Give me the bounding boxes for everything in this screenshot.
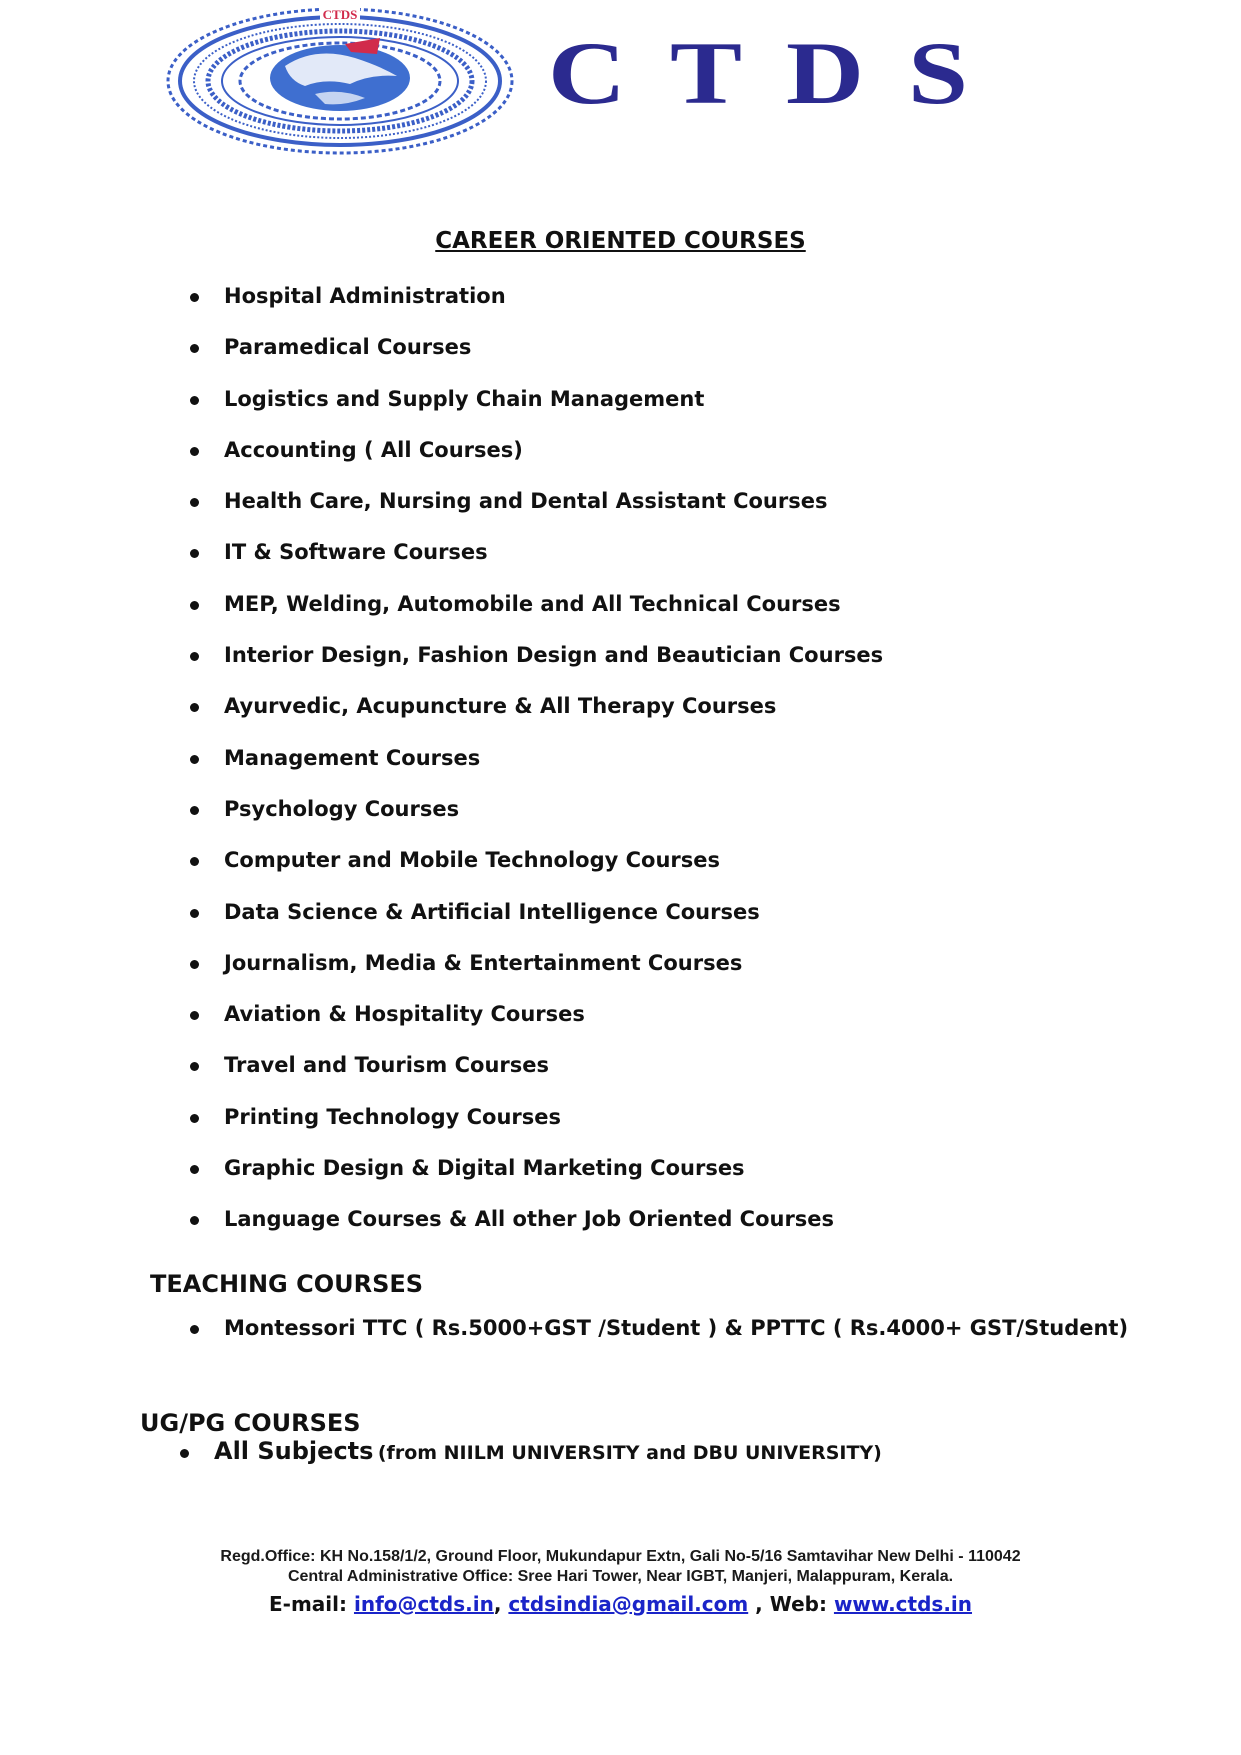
bullet-icon [190, 909, 199, 918]
list-item [0, 1103, 1241, 1154]
list-item [0, 795, 1241, 846]
central-office-address: Central Administrative Office: Sree Hari Tower, Near IGBT, Manjeri, Malappuram, Kerala. [287, 1568, 954, 1585]
teaching-course-list [0, 1314, 1241, 1342]
bullet-icon [190, 344, 199, 353]
list-item [0, 641, 1241, 692]
website-link[interactable]: www.ctds.in [833, 1592, 973, 1616]
separator: , [755, 1592, 770, 1616]
list-item [0, 436, 1241, 487]
bullet-icon [190, 1325, 199, 1334]
list-item [0, 333, 1241, 384]
course-label: Journalism, Media & Entertainment Courses [224, 950, 743, 975]
course-label: Aviation & Hospitality Courses [224, 1002, 585, 1027]
list-item [0, 385, 1241, 436]
ug-pg-course-list [0, 1434, 1241, 1470]
bullet-icon [190, 498, 199, 507]
ctds-seal-logo [165, 6, 515, 156]
list-item [0, 692, 1241, 743]
course-label: Accounting ( All Courses) [224, 437, 523, 462]
list-item [0, 538, 1241, 589]
bullet-icon [190, 293, 199, 302]
email-link-info[interactable]: info@ctds.in [353, 1592, 494, 1616]
list-item [0, 898, 1241, 949]
footer [0, 1547, 1241, 1617]
course-label: Printing Technology Courses [224, 1104, 562, 1129]
bullet-icon [190, 857, 199, 866]
web-label: Web: [769, 1592, 827, 1616]
list-item [0, 282, 1241, 333]
bullet-icon [190, 703, 199, 712]
course-label: Paramedical Courses [224, 335, 472, 360]
ug-pg-courses-heading: UG/PG COURSES [140, 1409, 361, 1437]
list-item [0, 1051, 1241, 1102]
list-item [0, 1434, 1241, 1470]
ctds-wordmark: CTDS [548, 25, 1013, 123]
seal-top-text: CTDS [322, 7, 358, 22]
bullet-icon [190, 447, 199, 456]
bullet-icon [190, 549, 199, 558]
bullet-icon [190, 396, 199, 405]
course-label: Data Science & Artificial Intelligence Courses [224, 899, 760, 924]
ug-pg-universities: (from NIILM UNIVERSITY and DBU UNIVERSITY) [377, 1442, 882, 1464]
email-label: E-mail: [268, 1592, 347, 1616]
course-label: IT & Software Courses [224, 540, 488, 565]
course-label: Hospital Administration [224, 284, 506, 308]
course-label: Interior Design, Fashion Design and Beautician Courses [224, 643, 884, 668]
bullet-icon [190, 1011, 199, 1020]
contact-line [0, 1591, 1241, 1617]
header [0, 0, 1241, 175]
course-label: Management Courses [224, 745, 481, 770]
course-label: Travel and Tourism Courses [224, 1053, 549, 1078]
list-item [0, 487, 1241, 538]
list-item [0, 1314, 1241, 1342]
ug-pg-subjects: All Subjects [214, 1437, 374, 1465]
course-label: MEP, Welding, Automobile and All Technical Courses [224, 591, 841, 616]
list-item [0, 1205, 1241, 1256]
bullet-icon [190, 1165, 199, 1174]
bullet-icon [190, 1114, 199, 1123]
list-item [0, 846, 1241, 897]
separator: , [493, 1592, 509, 1616]
bullet-icon [190, 601, 199, 610]
course-label: Graphic Design & Digital Marketing Courses [224, 1156, 745, 1181]
list-item [0, 1000, 1241, 1051]
course-label: Ayurvedic, Acupuncture & All Therapy Courses [224, 694, 777, 719]
bullet-icon [190, 960, 199, 969]
bullet-icon [180, 1449, 189, 1458]
course-label: Computer and Mobile Technology Courses [224, 848, 721, 873]
bullet-icon [190, 652, 199, 661]
bullet-icon [190, 755, 199, 764]
bullet-icon [190, 806, 199, 815]
registered-office-address: Regd.Office: KH No.158/1/2, Ground Floor, Mukundapur Extn, Gali No-5/16 Samtavihar New Delhi - 110042 [220, 1548, 1021, 1565]
teaching-courses-heading: TEACHING COURSES [150, 1270, 424, 1298]
list-item [0, 590, 1241, 641]
bullet-icon [190, 1062, 199, 1071]
career-course-list [0, 282, 1241, 1257]
course-label: Psychology Courses [224, 796, 460, 821]
list-item [0, 1154, 1241, 1205]
course-label: Montessori TTC ( Rs.5000+GST /Student ) & PPTTC ( Rs.4000+ GST/Student) [224, 1316, 1129, 1340]
course-label: Logistics and Supply Chain Management [224, 386, 705, 411]
bullet-icon [190, 1216, 199, 1225]
list-item [0, 949, 1241, 1000]
list-item [0, 744, 1241, 795]
email-link-gmail[interactable]: ctdsindia@gmail.com [508, 1592, 749, 1616]
course-label: Language Courses & All other Job Oriented Courses [224, 1207, 835, 1232]
career-oriented-courses-heading: CAREER ORIENTED COURSES [435, 228, 806, 254]
course-label: Health Care, Nursing and Dental Assistant Courses [224, 489, 828, 514]
